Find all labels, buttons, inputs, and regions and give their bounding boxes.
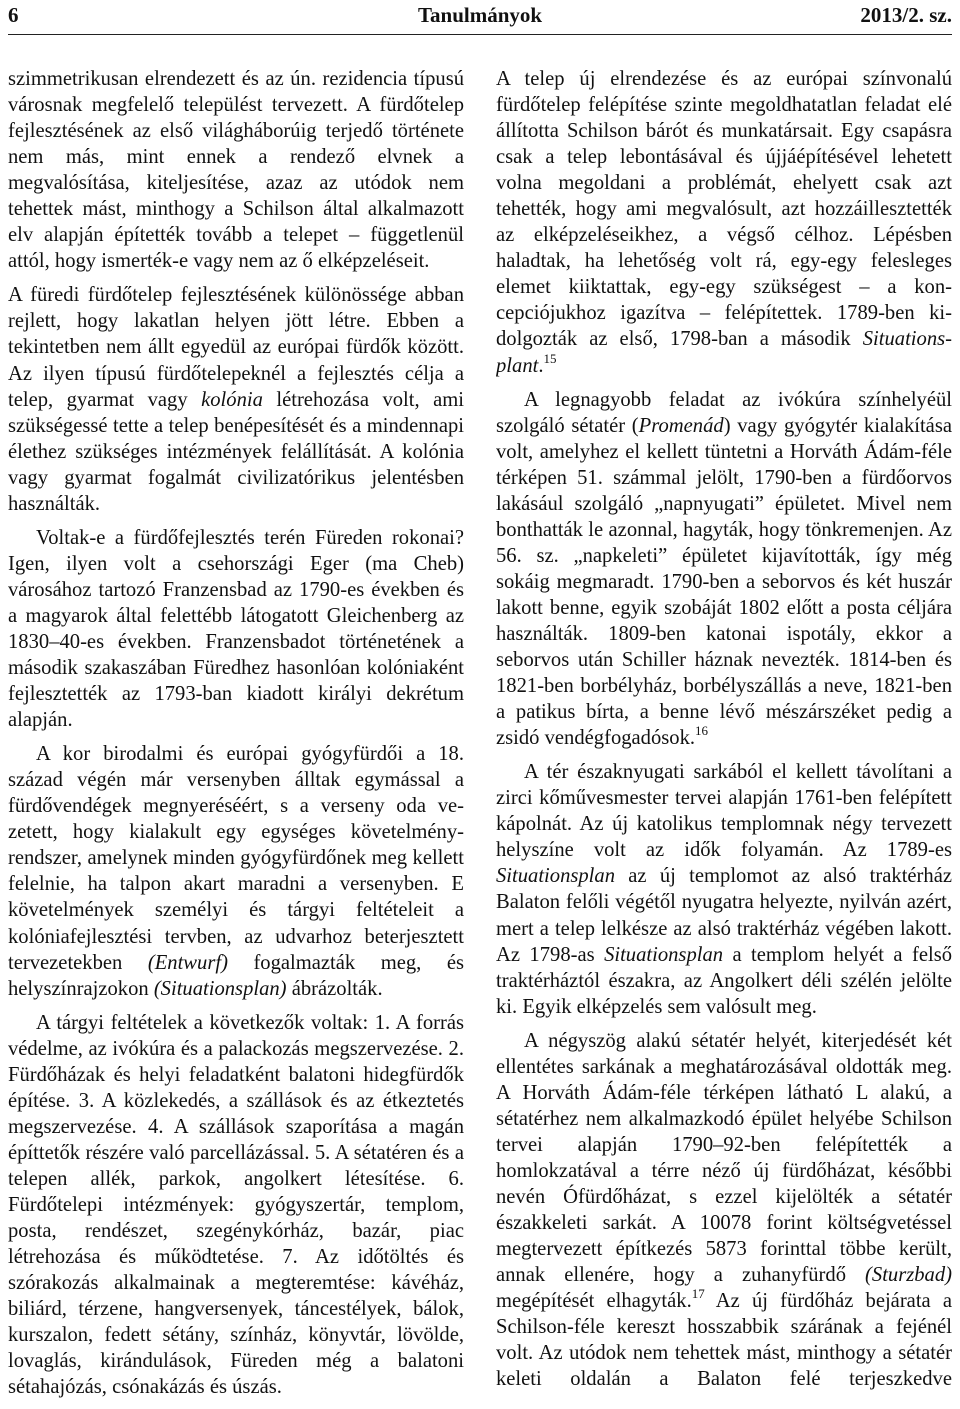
italic-term: Situationsplan [496, 865, 615, 888]
journal-section-title: Tanulmányok [417, 3, 543, 27]
italic-term: Situationsplan [604, 943, 724, 966]
paragraph [8, 282, 464, 516]
text-run: A tér északnyugati sarkából el kellett távolítani a zirci kőművesmester tervei alapján 1761-ben felépített kápolnát. Az új katolikus templomnak négy tervezett helyszíne volt az idők folyamán. Az 1789-es [496, 761, 952, 862]
text-run: szimmetrikusan elrendezett és az ún. rezidencia típusú városnak megfelelő települést tervezett. A fürdőtelep fejlesztésének az első világháborúig terjedő története nem más, mint ennek a rendező elvnek a megvalósítása, kiteljesítése, azaz az utódok nem tehettek mást, minthogy a Schilson által alkalmazott elv alapján építették tovább a telepet – függetlenül attól, hogy ismerték-e vagy nem az ő elképzeléseit. [8, 68, 464, 273]
left-text-column [8, 66, 464, 1406]
paragraph [496, 387, 952, 752]
text-run: ) vagy gyógytér kialakítása volt, amelyhez el kellett tüntetni a Horváth Ádám-féle térképen 51. számmal jelölt, 1790-ben a fürdőorvos lakásául szolgáló „napnyugati” épületet. Mivel nem bonthatták le azonnal, hagyták, hogy tönkremenjen. Az 56. sz. „napkeleti” épületet kijavították, így még sokáig megmaradt. 1790-ben a seborvos és két huszár lakott benne, egyik szobáját 1802 előtt a posta céljára használták. 1809-ben katonai ispotály, ekkor a seborvos után Schiller háznak nevezték. 1814-ben és 1821-ben borbélyház, borbélyszállás a neve, 1821-ben a patikus bírta, a benne lévő mészárszéket pedig a zsidó vendégfogadósok. [496, 414, 952, 750]
italic-term: (Entwurf) [147, 951, 228, 974]
text-run: megépítését elhagyták. [496, 1290, 692, 1313]
text-run: A négyszög alakú sétatér helyét, kiterjedését két ellentétes sarkának a meghatározásával oldották meg. A Horváth Ádám-féle térképen látható L alakú, a sétatérhez nem alkalmazkodó épület helyébe Schilson tervei alapján 1790–92-ben felépítették a homlokzatával a térre néző új fürdőházat, későbbi nevén Ófürdőházat, s ezzel kijelölték a sétatér északkeleti sarkát. A 10078 forint költségvetéssel megtervezett építkezés 5873 forinttal többe került, annak ellenére, hogy a zuhanyfürdő [496, 1029, 952, 1287]
text-run: Voltak-e a fürdőfejlesztés terén Füreden rokonai? Igen, ilyen volt a csehországi Eger (ma Cheb) városához tartozó Franzensbad az 1790-es években és a magyarok által felettébb látogatott Gleichenberg az 1830–40-es években. Franzensbadot történetének a második szakaszában Füredhez hasonlóan kolóniaként fejlesztették az 1793-ban kiadott királyi dekrétum alapján. [8, 526, 464, 732]
right-text-column [496, 66, 952, 1406]
text-run: A legnagyobb feladat az ivókúra színhelyéül szolgáló sétatér ( [496, 388, 952, 437]
footnote-marker: 16 [695, 723, 709, 739]
footnote-marker: 17 [691, 1286, 705, 1302]
text-run: az új templomot az alsó traktérház Balaton felőli végétől nyugatra helyezte, nyilván azért, mert a telep lelkésze az alsó traktérház végében lakott. Az 1798-as [496, 865, 952, 966]
text-run: A füredi fürdőtelep fejlesztésének különössége abban rejlett, hogy lakatlan helyen jött létre. Ebben a tekintetben nem állt egyedül az európai fürdők között. Az ilyen típusú fürdőtelepeknél a fejlesztés célja a telep, gyarmat vagy [8, 284, 464, 411]
italic-term: (Situationsplan) [153, 977, 287, 1000]
text-run: ábrázolták. [286, 977, 383, 1000]
footnote-marker: 15 [543, 350, 557, 366]
text-run: Az új fürdőház bejárata a Schilson-féle kereszt hosszabbik szárának a fejénél volt. Az utódok nem tehettek mást, minthogy a sétatér keleti oldalán a Balaton felé terjeszkedve [496, 1290, 952, 1391]
italic-term: kolónia [201, 388, 263, 411]
text-run: A kor birodalmi és európai gyógyfürdői a 18. század végén már versenyben álltak egymással a fürdővendégek megnyeréséért, s a verseny oda vezetett, hogy kialakult egy egységes követelményrendszer, amelynek minden gyógyfürdőnek meg kellett felelnie, ha talpon akart maradni a versenyben. E követelmények személyi és tárgyi feltételeit a kolóniafejlesztési tervben, az udvarhoz beterjesztett tervezetekben [8, 743, 464, 974]
issue-number: 2013/2. sz. [860, 3, 952, 27]
paragraph [496, 1028, 952, 1393]
text-run: létrehozása volt, ami szükségessé tette a telep benépesítését és a mindennapi élethez szükséges intézmények felállítását. A kolónia vagy gyarmat fogalmát civilizatórikus jelentésben használták. [8, 388, 464, 515]
paragraph [496, 66, 952, 379]
text-run: a templom helyét a felső traktérháztól északra, az Angolkert déli szélén jelölte ki. Egyik elképzelés sem valósult meg. [496, 943, 952, 1018]
page-header [8, 0, 952, 35]
text-run: fogalmazták meg, és helyszínrajzokon [8, 951, 464, 1000]
text-run: A tárgyi feltételek a következők voltak: 1. A forrás védelme, az ivókúra és a palackozás megszervezése. 2. Fürdőházak és helyi feladatként balatoni hidegfürdők építése. 3. A közlekedés, a szállások és az étkeztetés megszervezése. 4. A szállások szaporítása a magán építtetők részére való parcellázással. 5. A sétatéren és a telepen allék, parkok, angolkert létesítése. 6. Fürdőtelepi intézmények: gyógyszertár, templom, posta, rendészet, szegénykórház, bazár, piac létrehozása és működtetése. 7. Az időtöltés és szórakozás alkalmainak a megteremtése: kávéház, biliárd, térzene, hangversenyek, táncestélyek, bálok, kurszalon, fedett sétány, színház, könyvtár, lövölde, lovaglás, kirándulások, Füreden még a balatoni sétahajózás, csónakázás és úszás. [8, 1011, 464, 1399]
paragraph [496, 759, 952, 1019]
italic-term: Promenád [638, 414, 724, 437]
text-run: A telep új elrendezése és az európai színvonalú fürdőtelep felépítése szinte megoldhatatlan feladat elé állította Schilson bárót és munkatársait. Egy csapásra csak a telep lebontásával és újjáépítésével lehetett volna megoldani a problémát, ehelyett csak azt tehették, hogy ami megvalósult, azt hozzáillesztették az elképzeléseikhez, a végső célhoz. Lépésben haladtak, ha lehetőség volt rá, egy-egy felesleges elemet kiiktattak, egy-egy szükségest – a koncepciójukhoz igazítva – felépítettek. 1789-ben kidolgozták az első, 1798-ban a második [496, 68, 952, 351]
italic-term: Situationsplant [496, 328, 952, 377]
page-number: 6 [8, 3, 19, 27]
paragraph [8, 741, 464, 1001]
paragraph [8, 1010, 464, 1401]
text-run: . [538, 354, 544, 377]
paragraph [8, 525, 464, 733]
italic-term: (Sturzbad) [865, 1264, 952, 1287]
paragraph [8, 66, 464, 274]
